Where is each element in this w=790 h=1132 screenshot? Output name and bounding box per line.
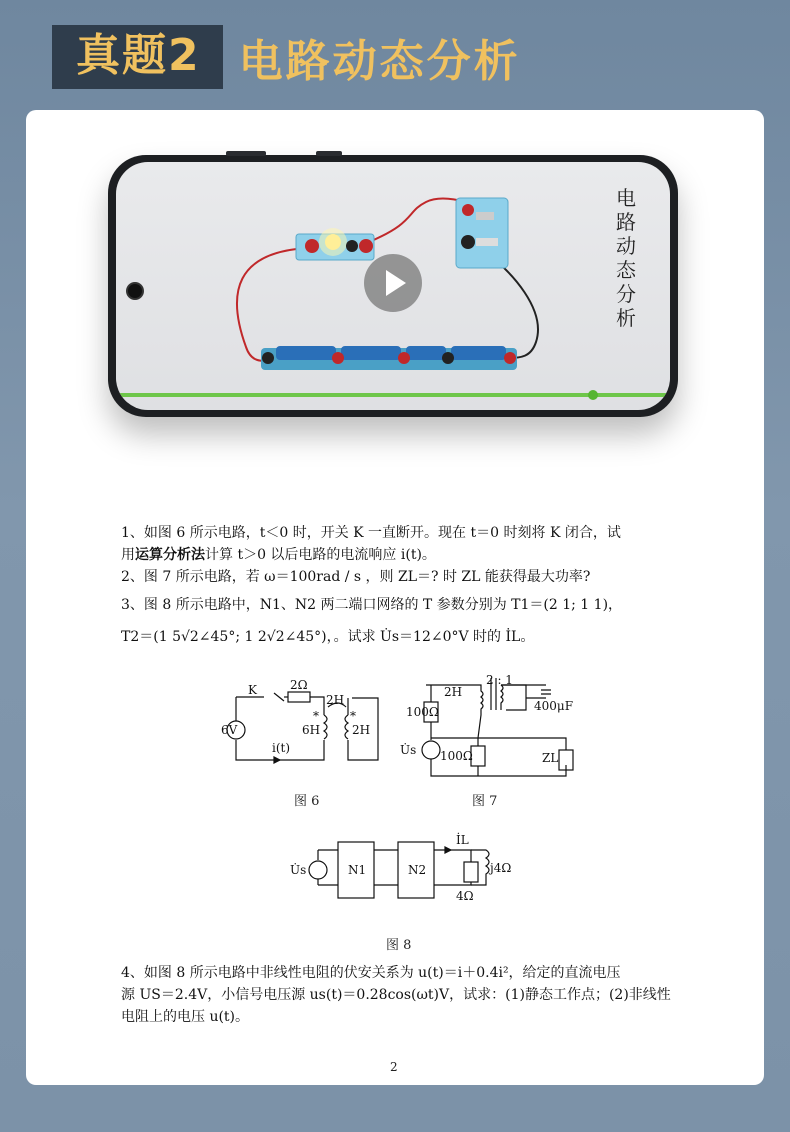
fig6-label: 6H	[302, 723, 321, 737]
fig6-label: i(t)	[272, 741, 291, 755]
video-screen[interactable]	[116, 162, 670, 410]
video-player[interactable]	[108, 155, 678, 417]
figure-7	[422, 678, 573, 776]
exam-tag: 真题2	[52, 25, 223, 89]
figure-7-labels	[400, 673, 573, 765]
q1-prefix: 用	[121, 547, 135, 563]
phone-button	[316, 151, 342, 156]
fig6-label: 2H	[326, 693, 345, 707]
question-4	[121, 962, 681, 1028]
fig6-label: *	[313, 709, 319, 723]
fig7-label: U̇s	[400, 743, 417, 757]
phone-button	[226, 151, 266, 156]
fig6-label: *	[350, 709, 356, 723]
figure-8-labels	[290, 832, 511, 903]
content-card	[26, 110, 764, 1085]
q1-method: 运算分析法	[135, 547, 205, 563]
fig7-label: 100Ω	[406, 705, 439, 719]
q1-line1: 1、如图 6 所示电路，t＜0 时，开关 K 一直断开。现在 t＝0 时刻将 K 闭合，试	[121, 525, 621, 541]
progress-handle[interactable]	[588, 390, 598, 400]
header	[52, 25, 521, 89]
play-icon[interactable]	[364, 254, 422, 312]
fig8-label: N2	[408, 863, 427, 877]
fig6-label: 2Ω	[290, 678, 308, 692]
fig6-label: 6V	[221, 723, 238, 737]
figure-6	[227, 692, 378, 763]
fig6-label: K	[248, 683, 257, 697]
q4-line2: 源 US＝2.4V，小信号电压源 us(t)＝0.28cos(ωt)V，试求：(1)静态工作点；(2)非线性	[121, 987, 671, 1003]
q4-line3: 电阻上的电压 u(t)。	[121, 1009, 250, 1025]
page-title: 电路动态分析	[238, 36, 521, 87]
figure-8	[309, 842, 489, 898]
q3-line1: 3、图 8 所示电路中，N1、N2 两二端口网络的 T 参数分别为 T1＝(2 1; 1 1)，	[121, 597, 623, 613]
fig7-label: 2 : 1	[486, 673, 513, 687]
figure-7-caption: 图 7	[472, 794, 498, 809]
q1-line2	[121, 544, 681, 566]
fig7-label: ZL	[542, 751, 559, 765]
fig6-label: 2H	[352, 723, 371, 737]
fig7-label: 400μF	[534, 699, 574, 713]
fig8-label: j4Ω	[490, 861, 512, 875]
page-number: 2	[390, 1060, 398, 1074]
questions	[121, 522, 681, 648]
q3-line2: T2＝(1 5√2∠45°; 1 2√2∠45°)，。试求 U̇s＝12∠0°V 时的 İL。	[121, 629, 535, 645]
fig8-label: İL	[456, 833, 469, 847]
fig8-label: 4Ω	[456, 889, 474, 903]
video-vertical-title: 电路动态分析	[616, 186, 636, 330]
q2: 2、图 7 所示电路，若 ω＝100rad / s ，则 ZL＝? 时 ZL 能获得最大功率?	[121, 569, 591, 585]
q1-suffix: 计算 t＞0 以后电路的电流响应 i(t)。	[205, 547, 436, 563]
figure-6-labels	[221, 678, 370, 755]
fig8-label: N1	[348, 863, 367, 877]
figure-8-caption: 图 8	[386, 938, 412, 953]
video-progress-bar[interactable]	[116, 393, 670, 397]
fig7-label: 2H	[444, 685, 463, 699]
fig8-label: U̇s	[290, 863, 307, 877]
fig7-label: 100Ω	[440, 749, 473, 763]
q4-line1: 4、如图 8 所示电路中非线性电阻的伏安关系为 u(t)＝i＋0.4i²，给定的直流电压	[121, 965, 621, 981]
figure-6-caption: 图 6	[294, 794, 320, 809]
